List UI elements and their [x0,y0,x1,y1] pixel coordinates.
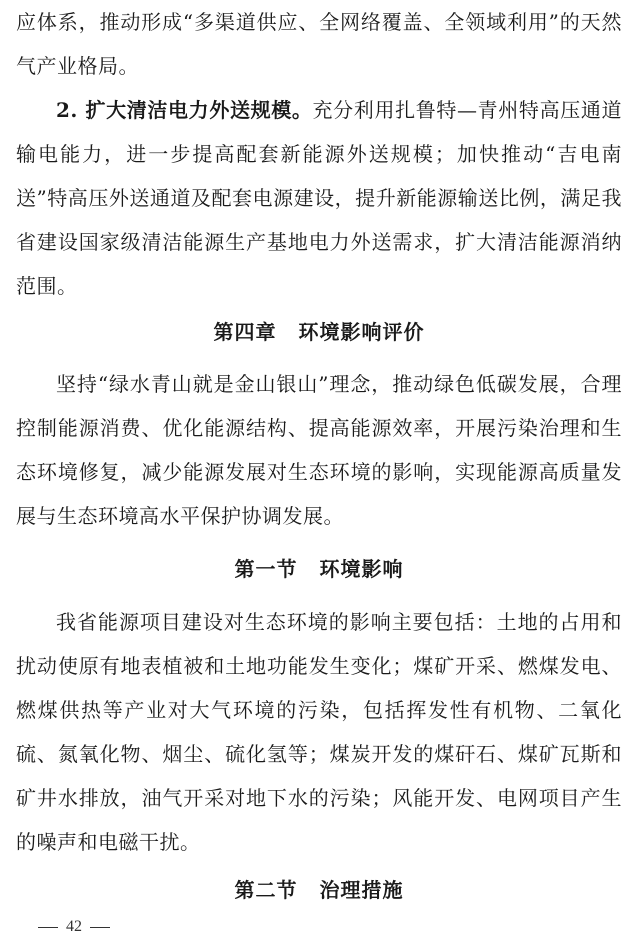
paragraph-clean-power [16,88,622,308]
paragraph-lead: 2. 扩大清洁电力外送规模。 [56,98,313,122]
page-footer [30,916,118,938]
paragraph-text: 充分利用扎鲁特—青州特高压通道输电能力，进一步提高配套新能源外送规模；加快推动“吉电南送”特高压外送通道及配套电源建设，提升新能源输送比例，满足我省建设国家级清洁能源生产基地电力外送需求，扩大清洁能源消纳范围。 [16,98,622,298]
chapter-heading [0,318,638,346]
paragraph-text: 我省能源项目建设对生态环境的影响主要包括：土地的占用和扰动使原有地表植被和土地功能发生变化；煤矿开采、燃煤发电、燃煤供热等产业对大气环境的污染，包括挥发性有机物、二氧化硫、氮氧化物、烟尘、硫化氢等；煤炭开发的煤矸石、煤矿瓦斯和矿井水排放，油气开采对地下水的污染；风能开发、电网项目产生的噪声和电磁干扰。 [16,610,622,854]
footer-dash-right [90,927,110,928]
footer-dash-left [38,927,58,928]
paragraph-text: 坚持“绿水青山就是金山银山”理念，推动绿色低碳发展，合理控制能源消费、优化能源结构、提高能源效率，开展污染治理和生态环境修复，减少能源发展对生态环境的影响，实现能源高质量发展与生态环境高水平保护协调发展。 [16,372,622,528]
paragraph-green-development [16,362,622,538]
section-title: 环境影响 [319,557,404,581]
page-number: 42 [66,918,82,935]
section-heading-governance [0,876,638,904]
section-heading-environment-impact [0,555,638,583]
section-number: 第二节 [234,878,298,902]
section-number: 第一节 [234,557,298,581]
chapter-number: 第四章 [213,320,277,344]
paragraph-gas-supply [16,0,622,88]
section-title: 治理措施 [319,878,404,902]
chapter-title: 环境影响评价 [298,320,425,344]
paragraph-text: 应体系，推动形成“多渠道供应、全网络覆盖、全领域利用”的天然气产业格局。 [16,10,622,78]
paragraph-impact-details [16,600,622,864]
